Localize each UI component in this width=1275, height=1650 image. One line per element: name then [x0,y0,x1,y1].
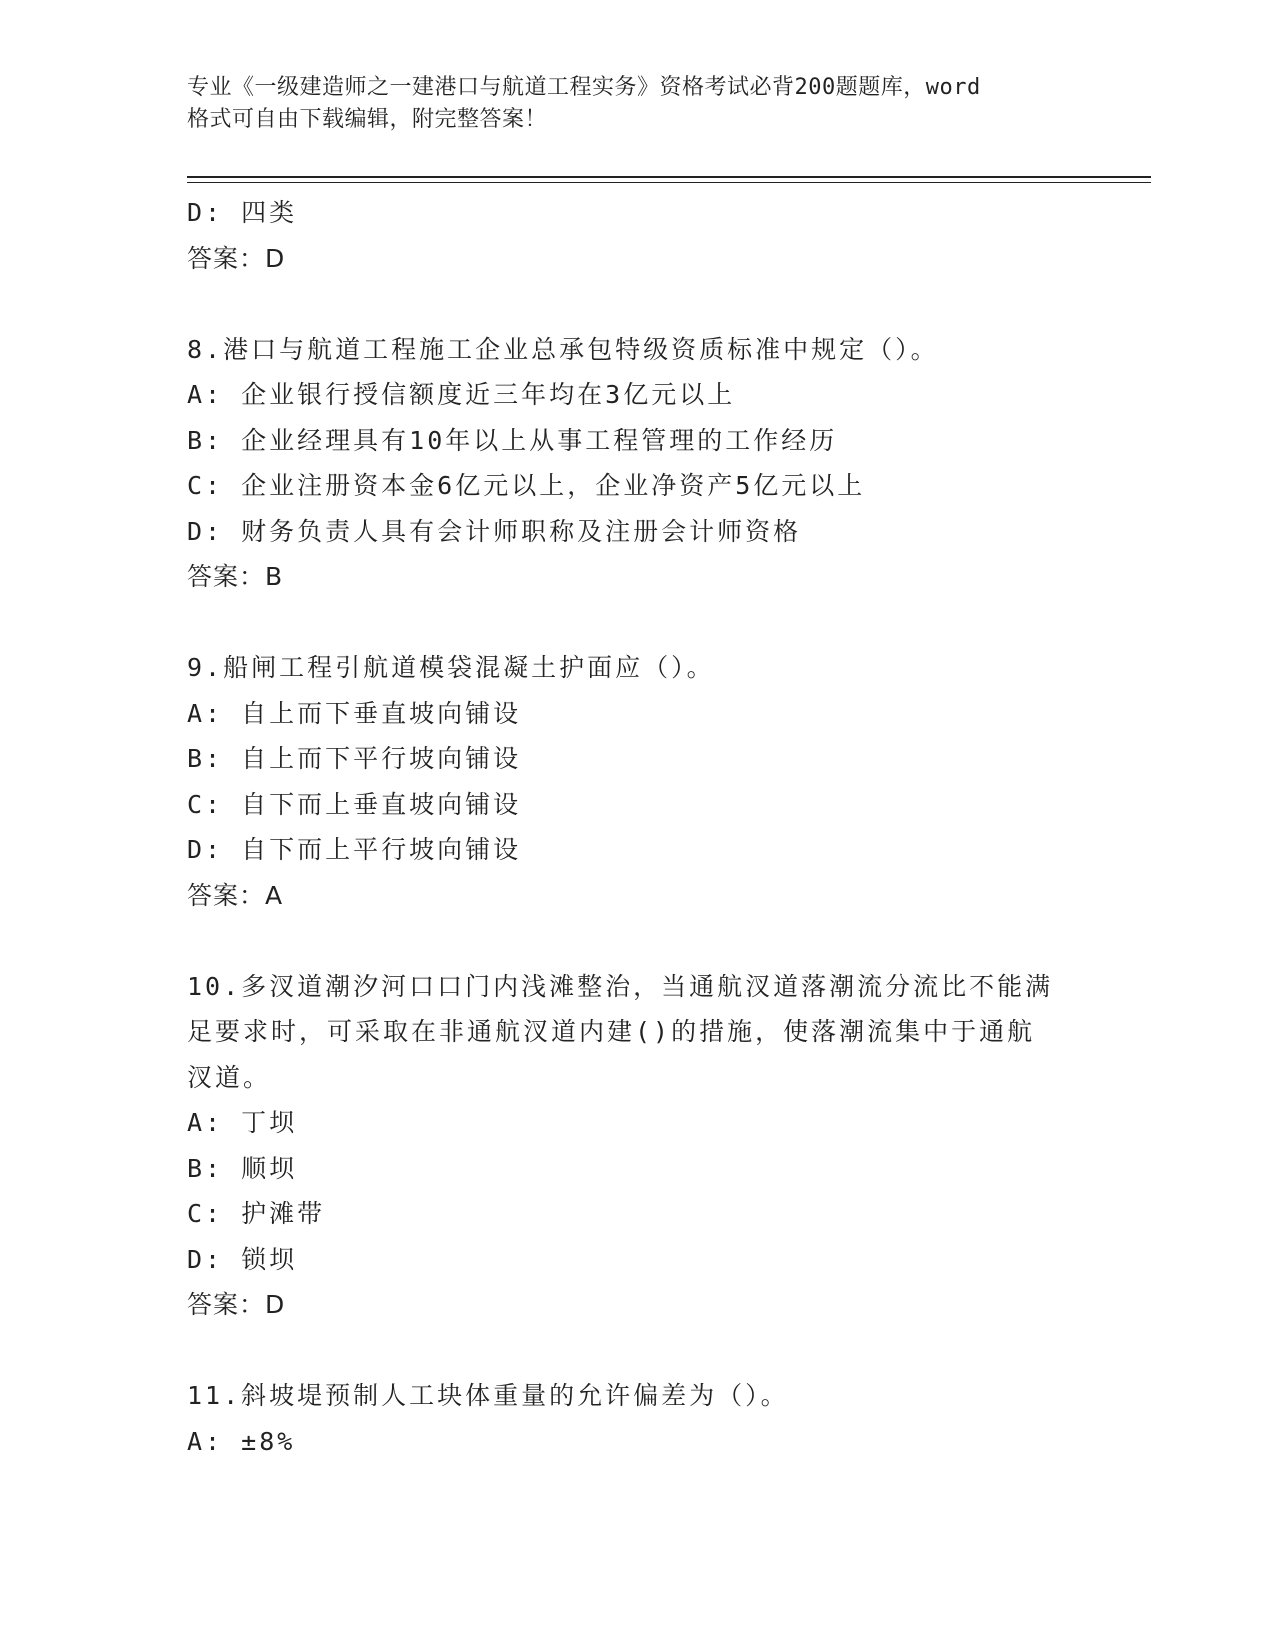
spacer [187,600,1087,646]
document-header [187,72,1067,136]
q7-answer: 答案：D [187,243,286,273]
header-line-2: 格式可自由下载编辑，附完整答案！ [187,107,548,132]
q10-stem-line-2: 足要求时，可采取在非通航汊道内建()的措施，使落潮流集中于通航 [187,1017,1036,1046]
q8-option-b: B: 企业经理具有10年以上从事工程管理的工作经历 [187,425,838,455]
header-line-1: 专业《一级建造师之一建港口与航道工程实务》资格考试必背200题题库，word [187,75,981,100]
q10-stem-line-3: 汊道。 [187,1062,272,1092]
q9-answer: 答案：A [187,880,284,910]
q9-option-d: D: 自下而上平行坡向铺设 [187,835,522,864]
q10-answer: 答案：D [187,1290,286,1319]
q9-option-a: A: 自上而下垂直坡向铺设 [187,698,522,728]
q10-option-d: D: 锁坝 [187,1244,298,1274]
header-divider-thin [187,182,1151,183]
spacer [187,281,1087,327]
q9-option-c: C: 自下而上垂直坡向铺设 [187,789,522,819]
q7-option-d: D: 四类 [187,198,298,227]
q9-option-b: B: 自上而下平行坡向铺设 [187,744,522,773]
question-list [187,190,1087,1464]
q10-stem-line-1: 10.多汊道潮汐河口口门内浅滩整治，当通航汊道落潮流分流比不能满 [187,971,1054,1001]
q8-option-a: A: 企业银行授信额度近三年均在3亿元以上 [187,380,736,409]
header-divider-thick [187,176,1151,178]
q11-option-a: A: ±8% [187,1426,296,1456]
q11-stem: 11.斜坡堤预制人工块体重量的允许偏差为（）。 [187,1381,789,1410]
q9-stem: 9.船闸工程引航道模袋混凝土护面应（）。 [187,653,715,682]
q10-option-a: A: 丁坝 [187,1108,298,1137]
q10-option-b: B: 顺坝 [187,1153,298,1183]
q10-option-c: C: 护滩带 [187,1199,326,1228]
q8-answer: 答案：B [187,562,284,591]
q8-stem: 8.港口与航道工程施工企业总承包特级资质标准中规定（）。 [187,334,939,364]
spacer [187,918,1087,964]
spacer [187,1328,1087,1374]
q8-option-d: D: 财务负责人具有会计师职称及注册会计师资格 [187,516,802,546]
q8-option-c: C: 企业注册资本金6亿元以上，企业净资产5亿元以上 [187,471,866,500]
